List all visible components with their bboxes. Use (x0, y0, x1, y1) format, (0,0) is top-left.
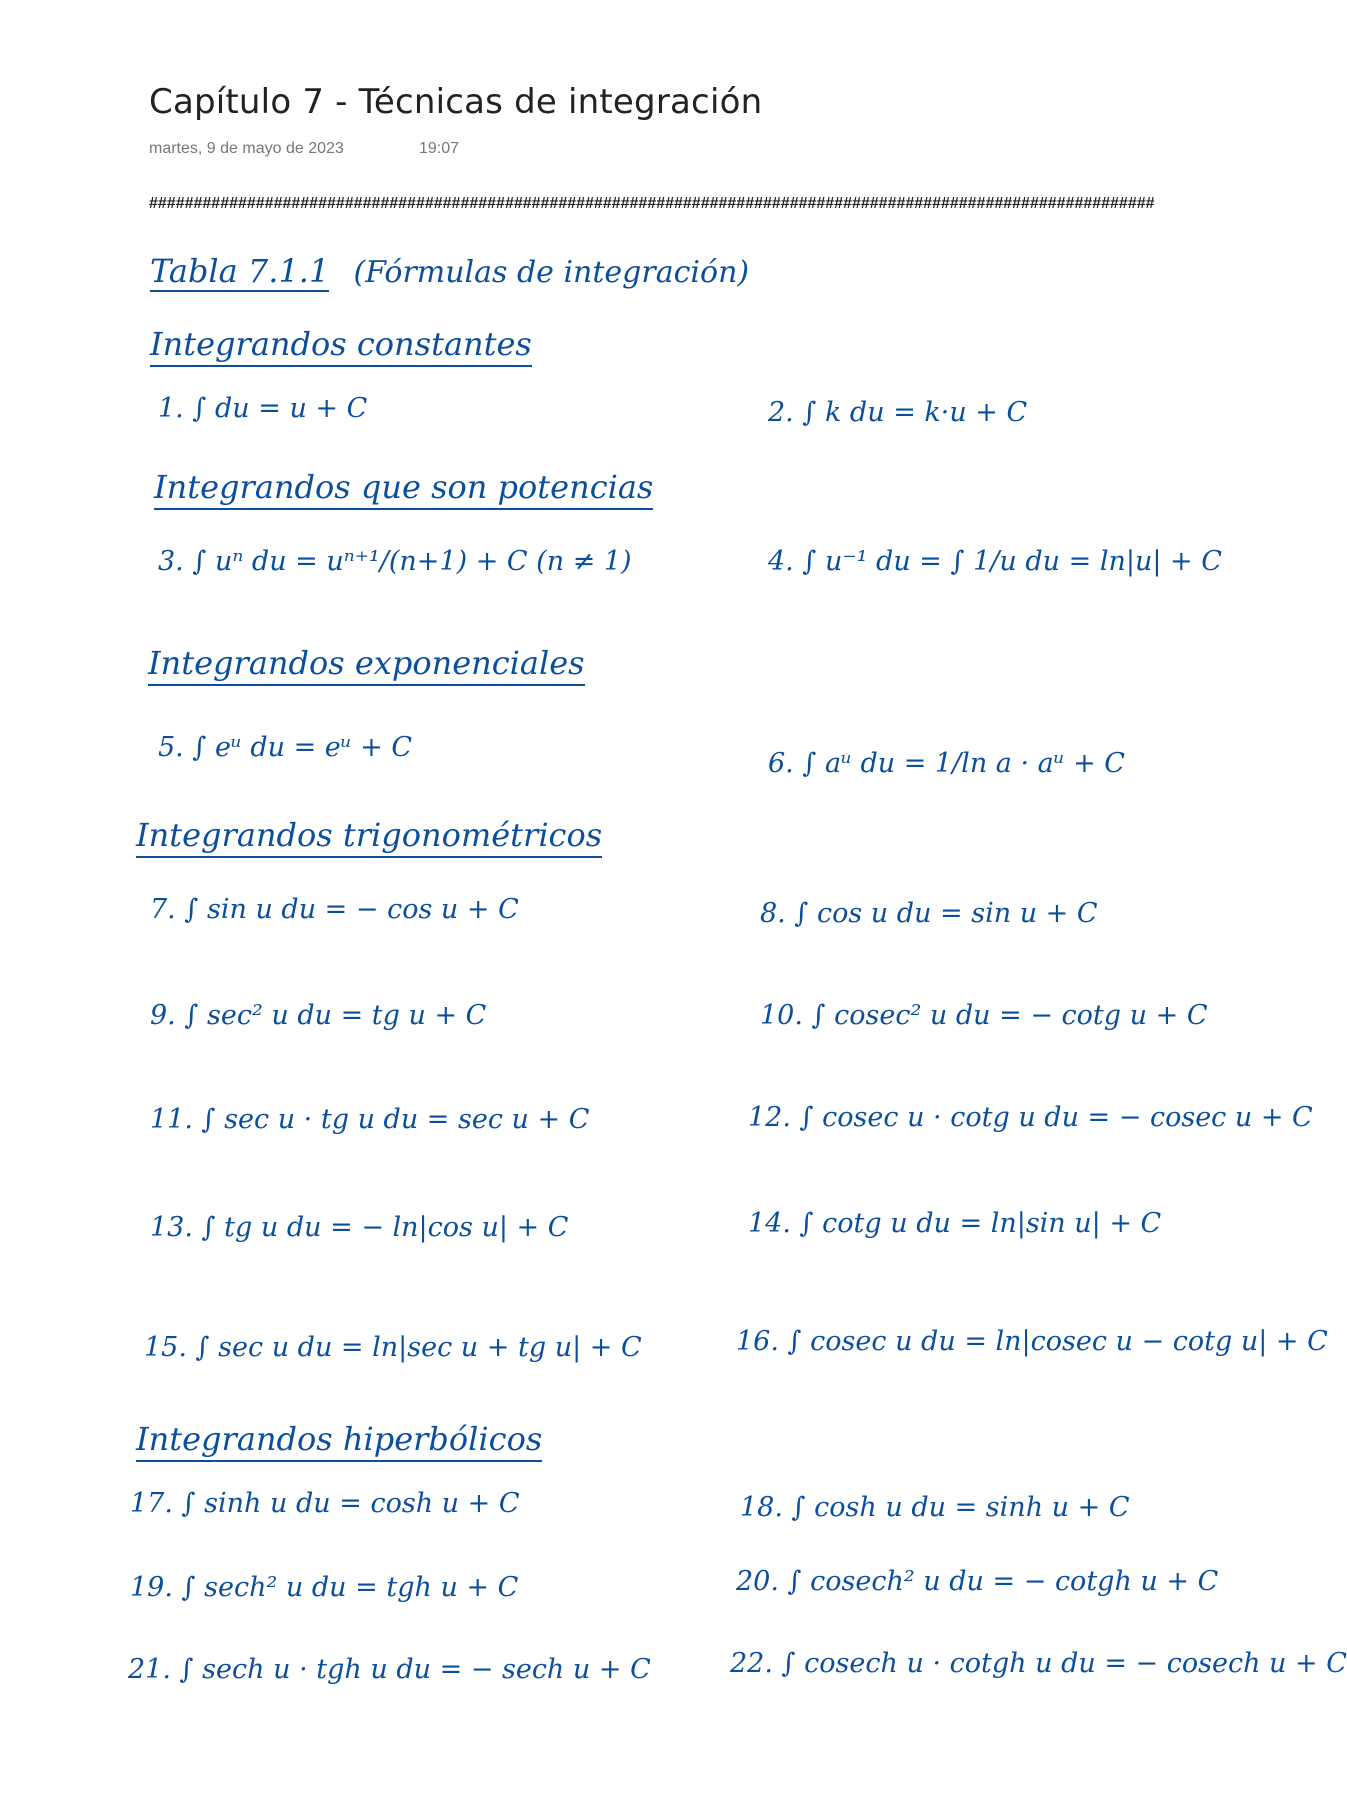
section-trigonometricos: Integrandos trigonométricos (136, 816, 602, 858)
formula-16: 16. ∫ cosec u du = ln|cosec u − cotg u| + C (736, 1326, 1328, 1357)
formula-13: 13. ∫ tg u du = − ln|cos u| + C (150, 1212, 569, 1243)
page-title: Capítulo 7 - Técnicas de integración (149, 82, 763, 122)
formula-12: 12. ∫ cosec u · cotg u du = − cosec u + C (748, 1102, 1313, 1133)
formula-5: 5. ∫ eᵘ du = eᵘ + C (158, 732, 412, 763)
formula-18: 18. ∫ cosh u du = sinh u + C (740, 1492, 1130, 1523)
formula-14: 14. ∫ cotg u du = ln|sin u| + C (748, 1208, 1162, 1239)
formula-4: 4. ∫ u⁻¹ du = ∫ 1/u du = ln|u| + C (768, 546, 1222, 577)
table-subtitle: (Fórmulas de integración) (353, 255, 750, 290)
table-title-block (150, 252, 749, 290)
page-date: martes, 9 de mayo de 2023 (149, 140, 344, 157)
formula-8: 8. ∫ cos u du = sin u + C (760, 898, 1098, 929)
formula-3: 3. ∫ uⁿ du = uⁿ⁺¹/(n+1) + C (n ≠ 1) (158, 546, 632, 577)
formula-6: 6. ∫ aᵘ du = 1/ln a · aᵘ + C (768, 748, 1125, 779)
page-time: 19:07 (419, 140, 460, 157)
formula-1: 1. ∫ du = u + C (158, 393, 368, 424)
section-hiperbolicos: Integrandos hiperbólicos (136, 1420, 542, 1462)
formula-21: 21. ∫ sech u · tgh u du = − sech u + C (128, 1654, 651, 1685)
formula-19: 19. ∫ sech² u du = tgh u + C (130, 1572, 519, 1603)
formula-20: 20. ∫ cosech² u du = − cotgh u + C (736, 1566, 1219, 1597)
formula-17: 17. ∫ sinh u du = cosh u + C (130, 1488, 520, 1519)
formula-10: 10. ∫ cosec² u du = − cotg u + C (760, 1000, 1208, 1031)
section-potencias: Integrandos que son potencias (154, 468, 653, 510)
formula-7: 7. ∫ sin u du = − cos u + C (150, 894, 519, 925)
formula-2: 2. ∫ k du = k·u + C (768, 397, 1028, 428)
formula-22: 22. ∫ cosech u · cotgh u du = − cosech u + C (730, 1648, 1347, 1679)
table-title: Tabla 7.1.1 (150, 252, 330, 290)
formula-15: 15. ∫ sec u du = ln|sec u + tg u| + C (144, 1332, 642, 1363)
hash-separator: ################################################################################################################# (149, 195, 1155, 212)
formula-11: 11. ∫ sec u · tg u du = sec u + C (150, 1104, 590, 1135)
section-constantes: Integrandos constantes (150, 325, 532, 367)
section-exponenciales: Integrandos exponenciales (148, 644, 585, 686)
formula-9: 9. ∫ sec² u du = tg u + C (150, 1000, 487, 1031)
